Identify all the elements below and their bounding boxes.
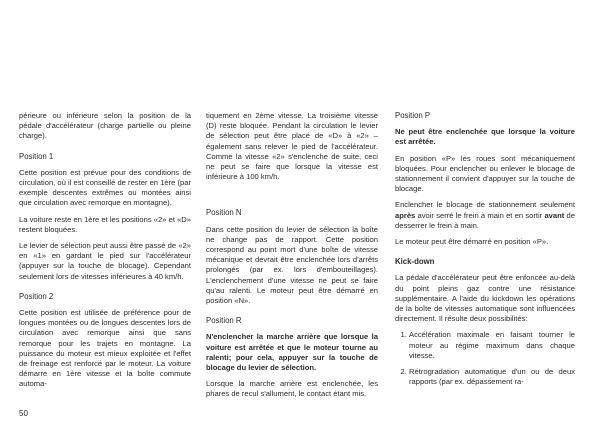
paragraph: tiquement en 2ème vitesse. La troisième vitesse (D) reste bloquée. Pendant la circulation le levier de sélection peut être placé de «D» à «2» – également sans relever le pied de l'accélérateur. Comme la vitesse «2» s'enclenche de suite, ceci ne peut se faire que lorsque la vitesse est inférieure à 100 km/h. — [206, 111, 378, 182]
heading-position-2: Position 2 — [19, 291, 54, 301]
text-segment: avoir serré le frein à main et en sortir — [415, 210, 545, 220]
paragraph: Le levier de sélection peut aussi être passé de «2» en «1» en gardant le pied sur l'accélérateur (appuyer sur la touche de blocage). Cependant seulement lors de vitesses inférieures à 40 km/h. — [19, 241, 191, 281]
warning-paragraph: Ne peut être enclenchée que lorsque la voiture est arrêtée. — [395, 127, 575, 147]
heading-position-p: Position P — [395, 111, 431, 120]
list-item: 2. Rétrogradation automatique d'un ou de deux rapports (par ex. dépassement ra- — [409, 367, 575, 387]
paragraph: Dans cette position du levier de sélection la boîte ne change pas de rapport. Cette position correspond au point mort d'une boîte de vitesse mécanique et devrait être enclenchée lors d'arrêts prolongés (par ex. lors d'embouteillages). L'enclenchement d'une vitesse ne peut se faire qu'au ralenti. Le moteur peut être démarré en position «N». — [206, 224, 378, 306]
heading-kick-down: Kick-down — [395, 257, 435, 267]
heading-position-n: Position N — [206, 208, 242, 218]
text-column-right — [395, 111, 575, 393]
heading-position-r: Position R — [206, 316, 242, 326]
text-segment: de desserrer le frein à main. — [395, 210, 575, 230]
text-column-left — [19, 111, 191, 396]
heading-position-1: Position 1 — [19, 151, 54, 161]
text-segment: Enclencher le blocage de stationnement seulement — [395, 200, 575, 210]
paragraph: Lorsque la marche arrière est enclenchée, les phares de recul s'allument, le contact étant mis. — [206, 379, 378, 399]
emphasis: après — [395, 210, 416, 220]
list-item: 1. Accélération maximale en faisant tourner le moteur au régime maximum dans chaque vitesse. — [409, 330, 575, 361]
paragraph: périeure ou inférieure selon la position de la pédale d'accélérateur (charge partielle ou pleine charge). — [19, 111, 191, 141]
paragraph: La voiture reste en 1ère et les positions «2» et «D» restent bloquées. — [19, 214, 191, 234]
paragraph — [395, 200, 575, 231]
page-number: 50 — [19, 409, 28, 418]
numbered-list — [395, 330, 575, 387]
paragraph: En position «P» les roues sont mécaniquement bloquées. Pour enclencher ou enlever le blocage de stationnement il convient d'appuyer sur la touche de blocage. — [395, 153, 575, 194]
text-column-middle — [206, 111, 378, 406]
warning-paragraph: N'enclencher la marche arrière que lorsque la voiture est arrêtée et que le moteur tourne au ralenti; pour cela, appuyer sur la touche de blocage du levier de sélection. — [206, 332, 378, 373]
paragraph: Cette position est prévue pour des conditions de circulation, où il est conseillé de rester en 1ère (par exemple descentes extrêmes ou montées ainsi que circulation avec remorque en montagne). — [19, 167, 191, 208]
paragraph: Cette position est utilisée de préférence pour de longues montées ou de longues descentes lors de circulation avec remorque ainsi que sans remorque pour les trajets en montagne. La puissance du moteur est mieux exploitée et l'effet de freinage est renforcé par le moteur. La voiture démarre en 1ère vitesse et la boîte commute automa- — [19, 308, 191, 389]
emphasis: avant — [544, 210, 565, 220]
paragraph: La pédale d'accélérateur peut être enfoncée au-delà du point pleins gaz contre une résistance supplémentaire. A l'aide du kickdown les opérations de la boîte de vitesses automatique sont influencées directement. Il résulte deux possibilités: — [395, 273, 575, 324]
paragraph: Le moteur peut être démarré en position «P». — [395, 237, 549, 247]
